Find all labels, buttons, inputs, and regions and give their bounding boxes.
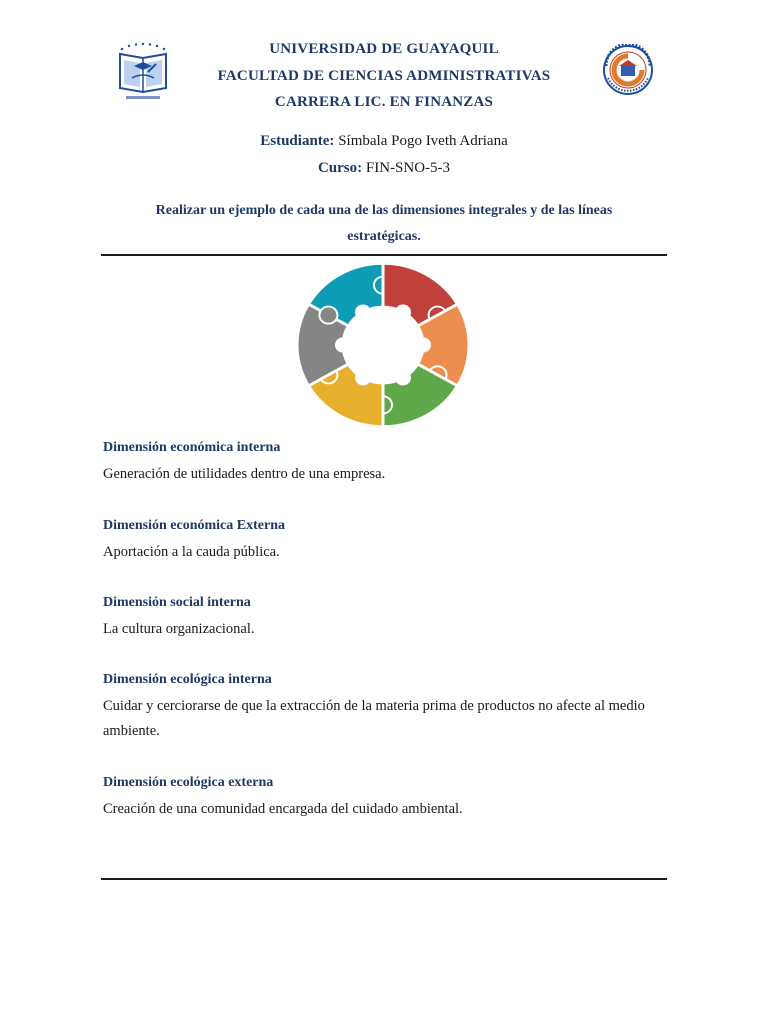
puzzle-notch — [335, 337, 351, 352]
top-divider — [101, 254, 667, 256]
bottom-divider — [101, 878, 667, 880]
puzzle-notch — [395, 304, 411, 319]
student-label: Estudiante: — [260, 133, 335, 149]
puzzle-notch — [355, 304, 371, 319]
section-body-economica-externa: Aportación a la cauda pública. — [103, 544, 280, 560]
section-title-social-interna: Dimensión social interna — [103, 595, 251, 610]
course-label: Curso: — [317, 160, 363, 176]
puzzle-notch — [355, 370, 371, 385]
student-line — [0, 133, 768, 150]
section-title-ecologica-externa: Dimensión ecológica externa — [103, 775, 274, 790]
assignment-title-line-2: estratégicas. — [347, 229, 421, 244]
course-code: FIN-SNO-5-3 — [365, 160, 451, 176]
puzzle-knob — [319, 307, 337, 324]
career-name: CARRERA LIC. EN FINANZAS — [274, 94, 494, 110]
section-body-social-interna: La cultura organizacional. — [103, 621, 255, 637]
university-name: UNIVERSIDAD DE GUAYAQUIL — [269, 41, 499, 57]
section-body-ecologica-externa: Creación de una comunidad encargada del cuidado ambiental. — [103, 801, 463, 817]
puzzle-ring-icon — [294, 262, 472, 428]
assignment-title — [110, 198, 658, 250]
assignment-title-line-1: Realizar un ejemplo de cada una de las dimensiones integrales y de las líneas — [155, 203, 613, 218]
section-title-economica-externa: Dimensión económica Externa — [103, 518, 285, 533]
section-body-economica-interna: Generación de utilidades dentro de una empresa. — [103, 466, 386, 482]
section-title-economica-interna: Dimensión económica interna — [103, 440, 281, 455]
student-name: Símbala Pogo Iveth Adriana — [338, 133, 508, 149]
faculty-name: FACULTAD DE CIENCIAS ADMINISTRATIVAS — [217, 68, 551, 84]
puzzle-notch — [395, 370, 411, 385]
puzzle-notch — [415, 337, 431, 352]
section-title-ecologica-interna: Dimensión ecológica interna — [103, 672, 272, 687]
section-body-ecologica-interna: Cuidar y cerciorarse de que la extracción de la materia prima de productos no afecte al medio ambiente. — [103, 698, 645, 739]
course-line — [0, 160, 768, 177]
